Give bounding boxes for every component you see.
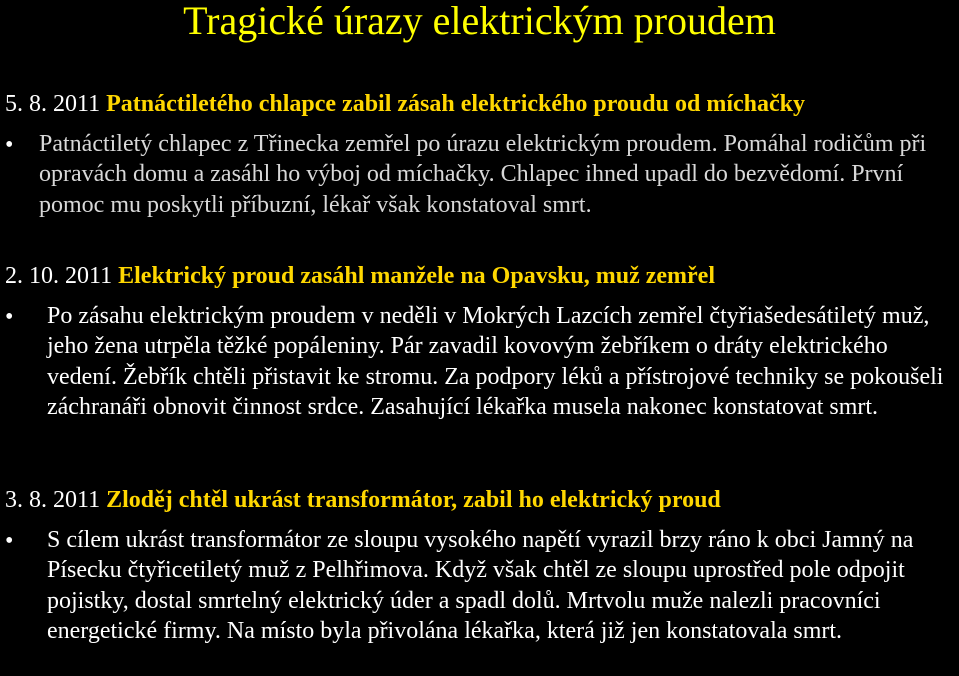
slide-title: Tragické úrazy elektrickým proudem xyxy=(183,0,776,43)
article-3-bullet: • xyxy=(5,528,14,554)
article-2-date: 2. 10. 2011 xyxy=(5,263,119,289)
article-3-headline: Zloděj chtěl ukrást transformátor, zabil ho elektrický proud xyxy=(106,487,721,513)
article-3-text: S cílem ukrást transformátor ze sloupu vysokého napětí vyrazil brzy ráno k obci Jamný na Písecku čtyřicetiletý muž z Pelhřimova. Když však chtěl ze sloupu uprostřed pole odpojit pojistky, dostal smrtelný elektrický úder a spadl dolů. Mrtvolu muže nalezli pracovníci energetické firmy. Na místo byla přivolána lékařka, která již jen konstatovala smrt. xyxy=(47,527,914,645)
article-1-text: Patnáctiletý chlapec z Třinecka zemřel po úrazu elektrickým proudem. Pomáhal rodičům při opravách domu a zasáhl ho výboj od míchačky. Chlapec ihned upadl do bezvědomí. První pomoc mu poskytli příbuzní, lékař však konstatoval smrt. xyxy=(39,131,927,218)
article-2-bullet: • xyxy=(5,304,14,330)
article-2-headline: Elektrický proud zasáhl manžele na Opavsku, muž zemřel xyxy=(118,263,715,289)
article-3-date: 3. 8. 2011 xyxy=(5,487,107,513)
article-1-date: 5. 8. 2011 xyxy=(5,91,107,117)
article-1-headline: Patnáctiletého chlapce zabil zásah elektrického proudu od míchačky xyxy=(106,91,805,117)
article-1-bullet: • xyxy=(5,132,14,158)
article-2-text: Po zásahu elektrickým proudem v neděli v Mokrých Lazcích zemřel čtyřiašedesátiletý muž, jeho žena utrpěla těžké popáleniny. Pár zavadil kovovým žebříkem o dráty elektrického vedení. Žebřík chtěli přistavit ke stromu. Za podpory léků a přístrojové techniky se pokoušeli záchranáři obnovit činnost srdce. Zasahující lékařka musela nakonec konstatovat smrt. xyxy=(47,303,944,421)
article-2-heading xyxy=(5,262,715,290)
article-3-heading xyxy=(5,486,721,514)
article-1-heading xyxy=(5,90,805,118)
